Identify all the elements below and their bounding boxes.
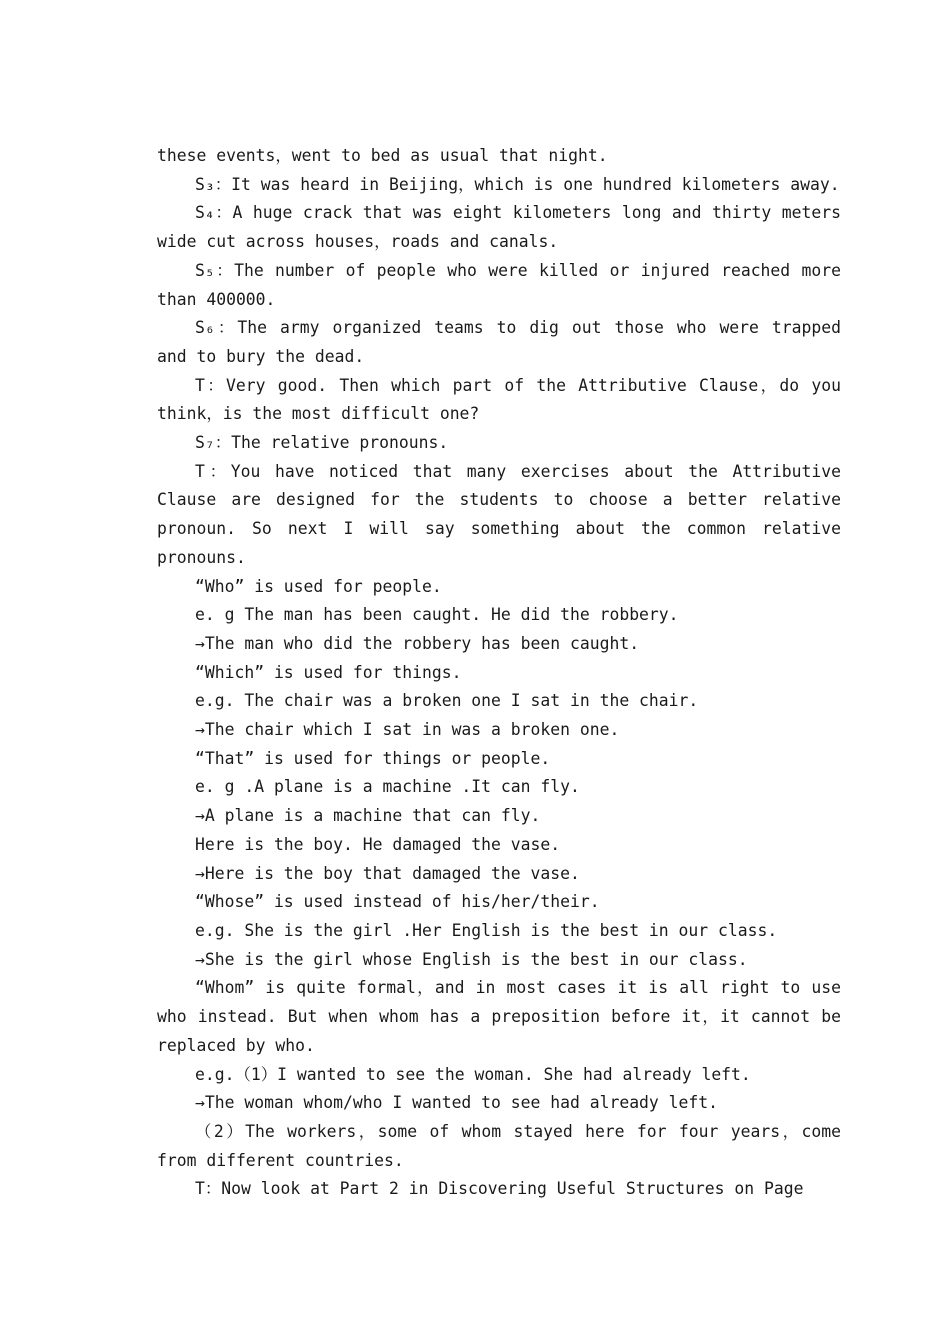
paragraph-example-2: （2）The workers，some of whom stayed here for four years，come from different countries. — [157, 1121, 841, 1170]
paragraph-continuation: these events，went to bed as usual that night. — [157, 146, 608, 165]
line-example: Here is the boy. He damaged the vase. — [195, 834, 561, 854]
line-who: “Who” is used for people. — [195, 576, 442, 596]
document-page — [157, 142, 841, 1204]
line-whose: “Whose” is used instead of his/her/their. — [195, 892, 600, 912]
paragraph-s3: S₃：It was heard in Beijing，which is one hundred kilometers away. — [195, 174, 840, 194]
paragraph-teacher-explanation: T：You have noticed that many exercises about the Attributive Clause are designed for the students to choose a better relative pronoun. So next I will say something about the common relative pronouns. — [157, 461, 841, 567]
line-which: “Which” is used for things. — [195, 662, 462, 682]
line-example: e. g The man has been caught. He did the robbery. — [195, 605, 679, 625]
paragraph-s4: S₄：A huge crack that was eight kilometers long and thirty meters wide cut across houses，roads and canals. — [157, 203, 841, 252]
line-result: →The man who did the robbery has been caught. — [195, 633, 640, 653]
paragraph-s7: S₇：The relative pronouns. — [195, 433, 449, 453]
line-result: →She is the girl whose English is the best in our class. — [195, 949, 748, 969]
paragraph-teacher-instruction: T：Now look at Part 2 in Discovering Useful Structures on Page — [195, 1179, 804, 1199]
paragraph-whom: “Whom” is quite formal，and in most cases it is all right to use who instead. But when whom has a preposition before it，it cannot be replaced by who. — [157, 978, 841, 1055]
paragraph-s6: S₆：The army organized teams to dig out those who were trapped and to bury the dead. — [157, 318, 841, 366]
line-example: e. g .A plane is a machine .It can fly. — [195, 777, 580, 797]
line-result: →Here is the boy that damaged the vase. — [195, 863, 580, 883]
paragraph-s5: S₅：The number of people who were killed or injured reached more than 400000. — [157, 260, 841, 309]
line-example: e.g. The chair was a broken one I sat in the chair. — [195, 691, 699, 711]
line-that: “That” is used for things or people. — [195, 748, 551, 768]
line-result: →The woman whom/who I wanted to see had already left. — [195, 1093, 719, 1113]
line-result: →A plane is a machine that can fly. — [195, 806, 541, 826]
line-example: e.g. She is the girl .Her English is the best in our class. — [195, 920, 778, 940]
line-result: →The chair which I sat in was a broken one. — [195, 720, 620, 740]
line-example: e.g.（1）I wanted to see the woman. She had already left. — [195, 1064, 751, 1084]
paragraph-teacher-question: T：Very good. Then which part of the Attributive Clause，do you think，is the most difficult one? — [157, 375, 841, 424]
